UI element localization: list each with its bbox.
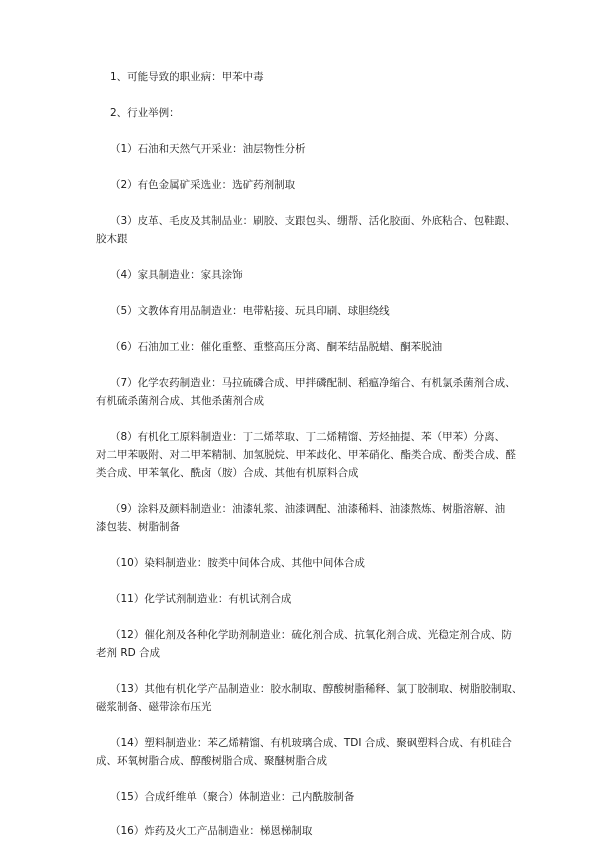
list-item	[96, 140, 518, 158]
text-line: （11）化学试剂制造业：有机试剂合成	[110, 593, 292, 605]
list-item	[96, 788, 518, 806]
list-item	[96, 266, 518, 284]
list-item	[96, 500, 518, 536]
text-line: （1）石油和天然气开采业：油层物性分析	[110, 143, 306, 155]
text-line: （6）石油加工业：催化重整、重整高压分离、酮苯结晶脱蜡、酮苯脱油	[110, 341, 443, 353]
text-line: （3）皮革、毛皮及其制品业：刷胶、支跟包头、绷帮、活化胶面、外底粘合、包鞋跟、	[110, 215, 516, 227]
list-item	[96, 176, 518, 194]
list-item	[96, 626, 518, 662]
text-line: （12）催化剂及各种化学助剂制造业：硫化剂合成、抗氧化剂合成、光稳定剂合成、防	[110, 629, 512, 641]
paragraph-examples-heading	[96, 104, 518, 122]
text-line: 有机硫杀菌剂合成、其他杀菌剂合成	[96, 395, 264, 407]
text-line: 类合成、甲苯氧化、酰卤（胺）合成、其他有机原料合成	[96, 467, 359, 479]
text-line: （2）有色金属矿采选业：选矿药剂制取	[110, 179, 296, 191]
list-item	[96, 680, 523, 716]
list-item	[96, 428, 518, 482]
text-line: （14）塑料制造业：苯乙烯精馏、有机玻璃合成、TDI 合成、聚砜塑料合成、有机硅合	[110, 737, 512, 749]
list-item	[96, 338, 518, 356]
paragraph-disease	[96, 68, 518, 86]
text-line: （15）合成纤维单（聚合）体制造业：己内酰胺制备	[110, 791, 355, 803]
text-line: （16）炸药及火工产品制造业：梯恩梯制取	[110, 825, 313, 837]
list-item	[96, 554, 518, 572]
list-item	[96, 734, 518, 770]
text-line: 胶木跟	[96, 233, 128, 245]
text-line: 老剂 RD 合成	[96, 647, 161, 659]
text-line: 1、可能导致的职业病：甲苯中毒	[110, 71, 264, 83]
list-item	[96, 374, 518, 410]
text-line: （4）家具制造业：家具涂饰	[110, 269, 243, 281]
text-line: （9）涂料及颜料制造业：油漆轧浆、油漆调配、油漆稀料、油漆熬炼、树脂溶解、油	[110, 503, 506, 515]
text-line: 漆包装、树脂制备	[96, 521, 180, 533]
text-line: 2、行业举例：	[110, 107, 180, 119]
text-line: 成、环氧树脂合成、醇酸树脂合成、聚醚树脂合成	[96, 755, 327, 767]
text-line: （13）其他有机化学产品制造业：胶水制取、醇酸树脂稀释、氯丁胶制取、树脂胶制取、	[110, 683, 523, 695]
list-item	[96, 590, 518, 608]
list-item	[96, 822, 518, 840]
list-item	[96, 302, 518, 320]
text-line: 磁浆制备、磁带涂布压光	[96, 701, 212, 713]
text-line: （7）化学农药制造业：马拉硫磷合成、甲拌磷配制、稻瘟净缩合、有机氯杀菌剂合成、	[110, 377, 516, 389]
text-line: （10）染料制造业：胺类中间体合成、其他中间体合成	[110, 557, 365, 569]
text-line: 对二甲苯吸附、对二甲苯精制、加氢脱烷、甲苯歧化、甲苯硝化、酯类合成、酚类合成、醛	[96, 449, 516, 461]
list-item	[96, 212, 518, 248]
text-line: （8）有机化工原料制造业：丁二烯萃取、丁二烯精馏、芳烃抽提、苯（甲苯）分离、	[110, 431, 506, 443]
text-line: （5）文教体育用品制造业：电带粘接、玩具印刷、球胆绕线	[110, 305, 390, 317]
